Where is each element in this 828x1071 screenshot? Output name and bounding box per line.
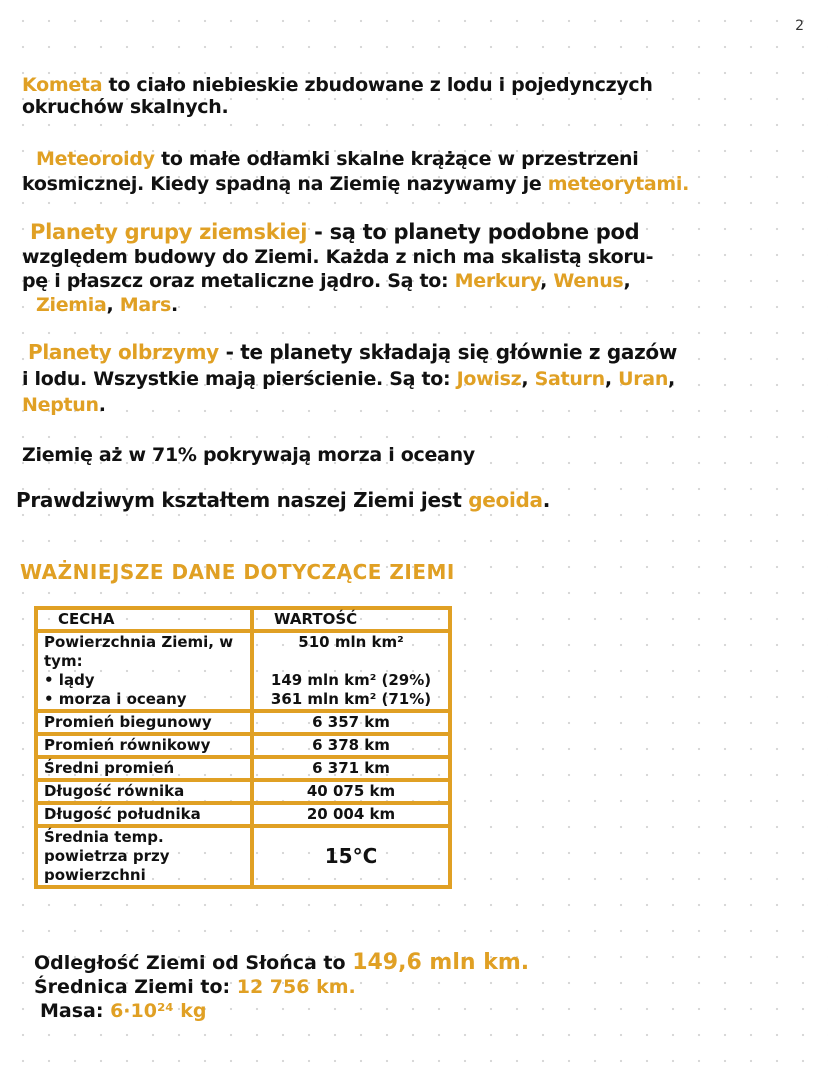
- term-planety-olbrzymy: Planety olbrzymy: [28, 340, 219, 364]
- diameter-value: 12 756 km.: [236, 976, 356, 998]
- oceany-line: Ziemię aż w 71% pokrywają morza i oceany: [22, 444, 475, 466]
- olbrzymy-line-1: [28, 340, 677, 364]
- text: - te planety składają się głównie z gazów: [218, 340, 678, 364]
- planet-ziemia: Ziemia: [36, 294, 107, 316]
- planet-wenus: Wenus: [553, 270, 624, 292]
- table-cell-feature: Długość południka: [36, 803, 252, 826]
- table-row: [36, 780, 450, 803]
- table-row: [36, 631, 450, 711]
- table-cell-value: 6 371 km: [252, 757, 450, 780]
- table-cell-feature: [36, 631, 252, 711]
- table-row: [36, 711, 450, 734]
- table-cell-value: 15°C: [252, 826, 450, 887]
- kometa-line-1: [22, 74, 653, 96]
- ziemskie-line-2: względem budowy do Ziemi. Każda z nich ma skalistą skoru-: [22, 246, 654, 268]
- table-cell-feature: Długość równika: [36, 780, 252, 803]
- text: Masa:: [40, 1000, 111, 1022]
- value: 361 mln km² (71%): [270, 690, 432, 708]
- term-planety-ziemskie: Planety grupy ziemskiej: [30, 220, 308, 244]
- value: 149 mln km² (29%): [270, 671, 432, 689]
- table-cell-feature: Promień równikowy: [36, 734, 252, 757]
- value: 510 mln km²: [298, 633, 404, 651]
- feature: Powierzchnia Ziemi, w tym:: [44, 633, 234, 670]
- distance-line: [34, 950, 529, 975]
- text: Prawdziwym kształtem naszej Ziemi jest: [16, 488, 469, 512]
- term-kometa: Kometa: [22, 74, 103, 96]
- kometa-line-2: okruchów skalnych.: [22, 96, 229, 118]
- text: i lodu. Wszystkie mają pierścienie. Są to:: [22, 368, 457, 390]
- table-cell-feature: Promień biegunowy: [36, 711, 252, 734]
- table-row: [36, 757, 450, 780]
- text: pę i płaszcz oraz metaliczne jądro. Są to:: [22, 270, 455, 292]
- text: kosmicznej. Kiedy spadną na Ziemię nazywamy je: [22, 173, 548, 195]
- diameter-line: [34, 976, 356, 998]
- geoida-line: Prawdziwym kształtem naszej Ziemi jest geoida.: [16, 488, 551, 512]
- ziemskie-line-1: [30, 220, 639, 244]
- page-number: 2: [795, 18, 804, 34]
- term-geoida: geoida: [468, 488, 543, 512]
- distance-value: 149,6 mln km.: [352, 950, 530, 975]
- olbrzymy-line-3: Neptun.: [22, 394, 106, 416]
- planet-uran: Uran: [618, 368, 669, 390]
- section-title: WAŻNIEJSZE DANE DOTYCZĄCE ZIEMI: [20, 560, 455, 584]
- planet-mars: Mars: [119, 294, 171, 316]
- text: to małe odłamki skalne krążące w przestrzeni: [154, 148, 639, 170]
- planet-jowisz: Jowisz: [456, 368, 522, 390]
- table-row: [36, 826, 450, 887]
- table-cell-value: 6 357 km: [252, 711, 450, 734]
- feature: • morza i oceany: [44, 690, 187, 708]
- text: to ciało niebieskie zbudowane z lodu i pojedynczych: [102, 74, 653, 96]
- table-cell-value: 20 004 km: [252, 803, 450, 826]
- feature: • lądy: [44, 671, 95, 689]
- mass-value: 6·10²⁴ kg: [110, 1000, 207, 1022]
- meteoroidy-line-2: [22, 173, 689, 195]
- text: Średnica Ziemi to:: [34, 976, 237, 998]
- table-cell-feature: Średni promień: [36, 757, 252, 780]
- planet-saturn: Saturn: [534, 368, 605, 390]
- olbrzymy-line-2: i lodu. Wszystkie mają pierścienie. Są to: Jowisz, Saturn, Uran,: [22, 368, 675, 390]
- header-value: WARTOŚĆ: [252, 608, 450, 631]
- meteoroidy-line-1: [36, 148, 638, 170]
- table-cell-value: [252, 631, 450, 711]
- term-meteoryty: meteorytami.: [547, 173, 690, 195]
- planet-merkury: Merkury: [454, 270, 541, 292]
- table-cell-value: 40 075 km: [252, 780, 450, 803]
- text: - są to planety podobne pod: [307, 220, 640, 244]
- earth-data-table: [34, 606, 452, 889]
- table-cell-feature: Średnia temp. powietrza przy powierzchni: [36, 826, 252, 887]
- term-meteoroidy: Meteoroidy: [36, 148, 155, 170]
- table-header: [36, 608, 450, 631]
- text: Odległość Ziemi od Słońca to: [34, 952, 353, 974]
- table-row: [36, 734, 450, 757]
- planet-neptun: Neptun: [22, 394, 99, 416]
- mass-line: [40, 1000, 206, 1022]
- header-feature: CECHA: [36, 608, 252, 631]
- ziemskie-line-4: Ziemia, Mars.: [36, 294, 178, 316]
- ziemskie-line-3: pę i płaszcz oraz metaliczne jądro. Są to: Merkury, Wenus,: [22, 270, 631, 292]
- table-cell-value: 6 378 km: [252, 734, 450, 757]
- table-row: [36, 803, 450, 826]
